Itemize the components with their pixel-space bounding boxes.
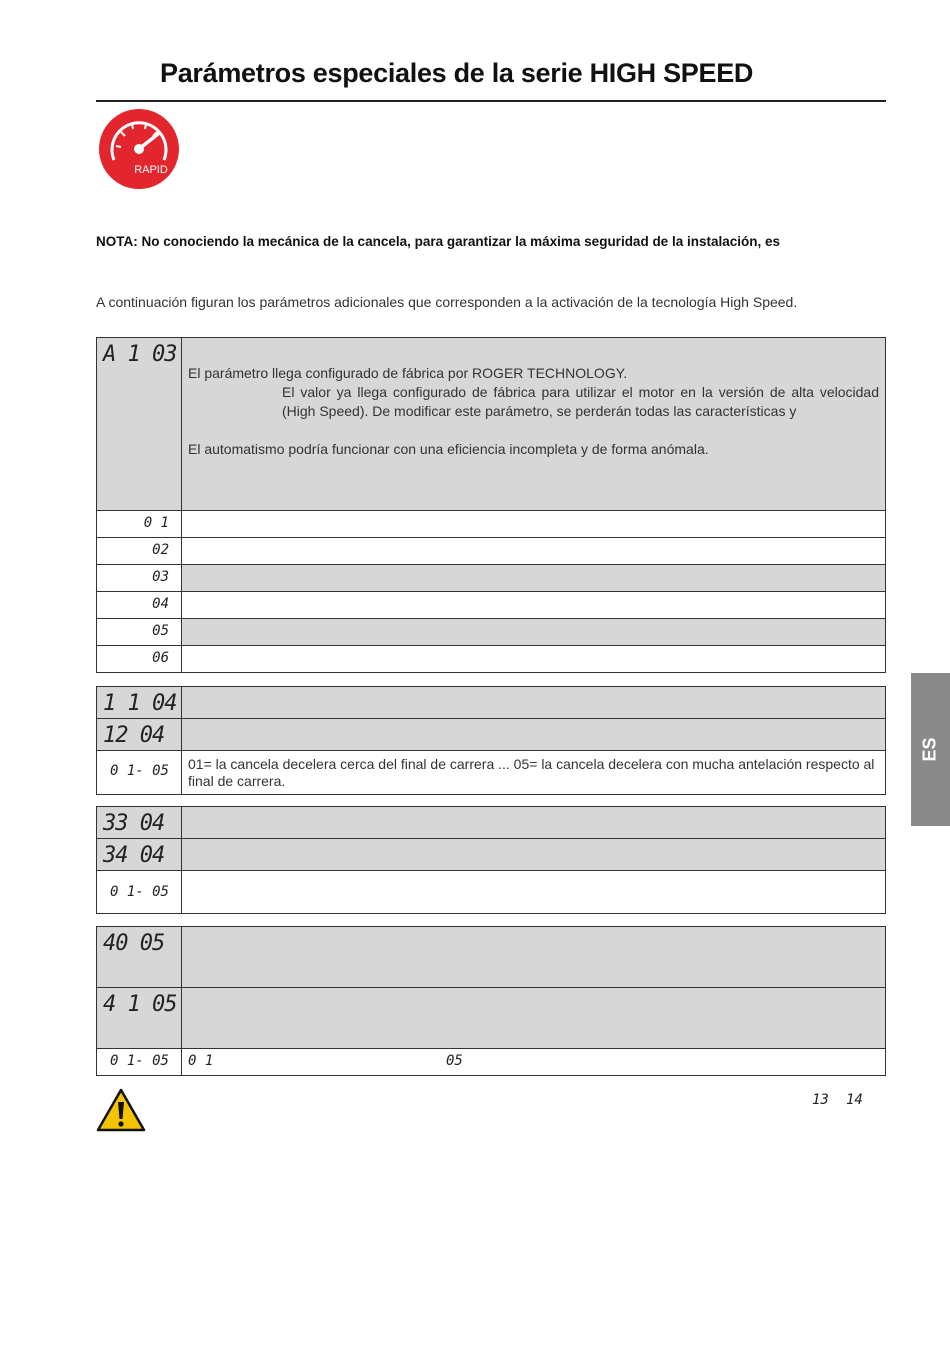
description-line: El parámetro llega configurado de fábrica por ROGER TECHNOLOGY. — [188, 365, 628, 381]
table-row — [97, 807, 886, 839]
option-text — [182, 511, 886, 538]
warning-icon — [96, 1088, 146, 1132]
table-row — [97, 687, 886, 719]
note-text: NOTA: No conociendo la mecánica de la cancela, para garantizar la máxima seguridad de la instalación, es — [96, 234, 780, 249]
param-text — [182, 927, 886, 988]
page-title: Parámetros especiales de la serie HIGH SPEED — [160, 58, 754, 88]
param-code: 12 04 — [103, 723, 165, 748]
range-max-code: 05 — [446, 1053, 463, 1069]
table-row — [97, 592, 886, 619]
logo-text: RAPID — [134, 164, 168, 176]
table-row — [97, 751, 886, 795]
param-text — [182, 719, 886, 751]
param-table-deceleration — [96, 686, 886, 795]
language-tab-es — [911, 673, 950, 826]
param-text — [182, 839, 886, 871]
range-code: 0 1- 05 — [109, 1053, 169, 1069]
title-rule — [96, 100, 886, 102]
option-text — [182, 646, 886, 673]
table-row — [97, 988, 886, 1049]
range-description — [182, 871, 886, 914]
page-ref-left: 13 — [812, 1092, 829, 1108]
option-text — [182, 592, 886, 619]
table-row — [97, 338, 886, 511]
param-text — [182, 807, 886, 839]
table-row — [97, 646, 886, 673]
param-code-cell — [97, 338, 182, 511]
param-code: 4 1 05 — [103, 992, 177, 1017]
param-table-group3 — [96, 806, 886, 914]
param-text — [182, 687, 886, 719]
rapid-speedometer-icon — [98, 108, 180, 190]
param-code: A 1 03 — [103, 342, 177, 367]
table-row — [97, 839, 886, 871]
page-ref-right: 14 — [846, 1092, 863, 1108]
option-code: 05 — [152, 623, 169, 639]
option-code: 06 — [152, 650, 169, 666]
option-code: 03 — [152, 569, 169, 585]
language-tab-label: ES — [919, 737, 940, 762]
param-table-a103 — [96, 337, 886, 673]
table-row — [97, 719, 886, 751]
table-row — [97, 565, 886, 592]
option-text — [182, 538, 886, 565]
table-row — [97, 619, 886, 646]
param-code: 34 04 — [103, 843, 165, 868]
option-text — [182, 619, 886, 646]
param-code: 33 04 — [103, 811, 165, 836]
table-row — [97, 511, 886, 538]
table-row — [97, 927, 886, 988]
table-row — [97, 871, 886, 914]
intro-text: A continuación figuran los parámetros adicionales que corresponden a la activación de la tecnología High Speed. — [96, 294, 798, 310]
option-code: 02 — [152, 542, 169, 558]
param-table-group4 — [96, 926, 886, 1076]
range-code: 0 1- 05 — [109, 763, 169, 779]
option-text — [182, 565, 886, 592]
option-code: 0 1 — [143, 515, 169, 531]
range-code: 0 1- 05 — [109, 884, 169, 900]
option-code: 04 — [152, 596, 169, 612]
description-line: El valor ya llega configurado de fábrica para utilizar el motor en la versión de alta velocidad (High Speed). De modificar este parámetro, se perderán todas las características y — [282, 384, 879, 419]
range-description: 01= la cancela decelera cerca del final de carrera ... 05= la cancela decelera con mucha antelación respecto al final de carrera. — [188, 756, 875, 789]
range-min-code: 0 1 — [188, 1053, 214, 1069]
table-row — [97, 538, 886, 565]
param-code: 40 05 — [103, 931, 165, 956]
table-row — [97, 1049, 886, 1076]
param-description-cell — [182, 338, 886, 511]
param-code: 1 1 04 — [103, 691, 177, 716]
description-line: El automatismo podría funcionar con una eficiencia incompleta y de forma anómala. — [188, 441, 709, 457]
param-text — [182, 988, 886, 1049]
